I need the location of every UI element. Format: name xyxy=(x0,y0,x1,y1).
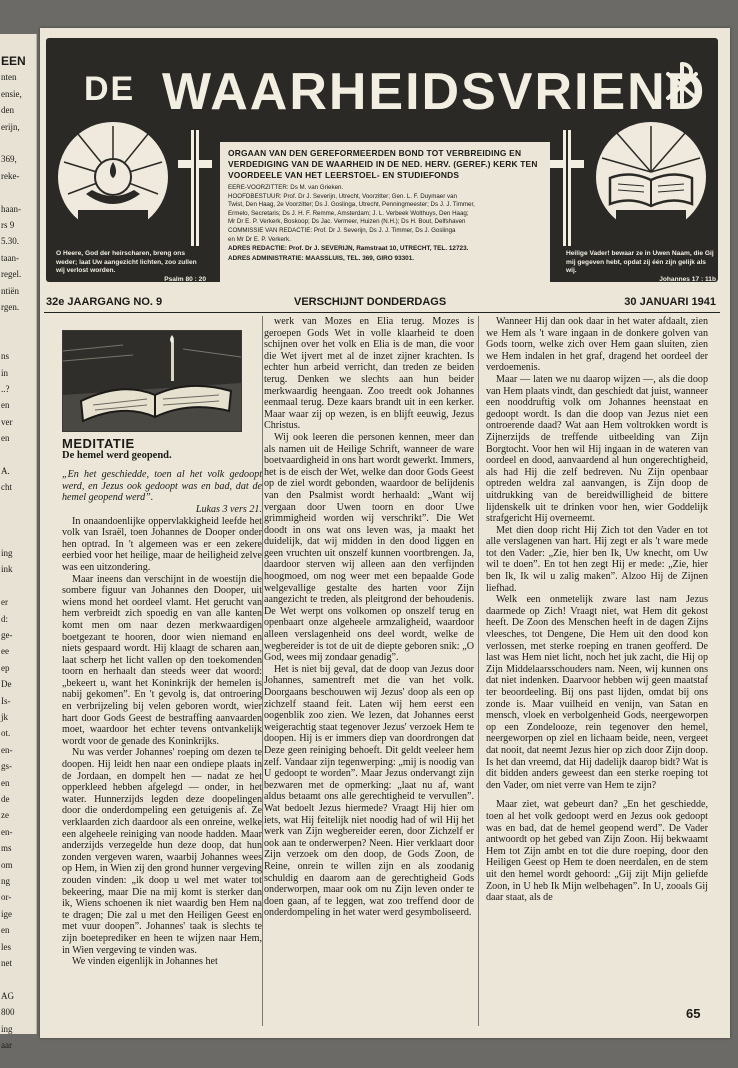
paragraph: werk van Mozes en Elia terug. Mozes is geroepen Gods Wet in volle klaarheid te doen schijnen over het volk en Elia is de man, die voor die Wet ijvert met al de inzet zijner krachten. Is echter hun arbeid verricht, dan treden ze beiden terug. Denken we slechts aan hun beider merkwaardig heengaan. Zoo treedt ook Johannes eenmaal terug. Deze kaars brandt uit in een kerker. Maar waar zij op wezen, is en blijft eeuwig, Jezus Christus. xyxy=(264,316,474,432)
fragment-text: Is- xyxy=(1,695,11,706)
fragment-text: den xyxy=(1,105,14,116)
masthead-name: WAARHEIDSVRIEND xyxy=(162,63,707,121)
page-number: 65 xyxy=(686,1006,701,1021)
paragraph: Welk een onmetelijk zware last nam Jezus daarmede op Zich! Vraagt niet, wat Hem dit gekost heeft. De Zoon des Menschen heeft in de dagen Zijns vleesches, tot Dengene, Die Hem uit den dood kon verlossen, met sterke roeping en tranen geofferd. De last was Hem niet licht, noch het juk zacht, die Hij op Zijn Middelaarsschouders nam. Neen, wij kunnen ons dat niet indenken. Daarvoor hebben wij geen maatstaf ter beoordeeling. Bij ons past lijden, omdat bij ons zonde is. Maar vuilheid en venijn, van Satan en mensch, vloek en verbolgenheid Gods, neergeworpen op een Zondelooze, rein tegenover den hemel, neergeworpen op ziel en lichaam beide, neen, vergeet dat nooit, dat neemt Jezus hier op zich door Zijn doop. Is het dan vreemd, dat Hij dadelijk daarop bidt? Wat is dit bidden anders geweest dan een sterke roeping tot den Vader, om niet verre van Hem te zijn? xyxy=(486,594,708,791)
fragment-text: en xyxy=(1,925,10,936)
article-heading: MEDITATIE xyxy=(62,436,135,451)
fragment-text: regel. xyxy=(1,269,22,280)
fragment-text: ep xyxy=(1,662,10,673)
fragment-text: jk xyxy=(1,712,9,722)
fragment-text: en xyxy=(1,777,10,788)
fragment-text: om xyxy=(1,859,13,870)
fragment-text: rs 9 xyxy=(1,220,15,230)
editorial-address: ADRES REDACTIE: Prof. Dr J. SEVERIJN, Ramstraat 10, UTRECHT, TEL. 12723. xyxy=(228,245,469,253)
article-subheading: De hemel werd geopend. xyxy=(62,449,172,461)
scripture-reference: Lukas 3 vers 21. xyxy=(195,503,262,515)
article-column-3 xyxy=(486,316,708,904)
fragment-text: aar xyxy=(1,1040,12,1050)
fragment-text: en xyxy=(1,400,10,411)
masthead-de: DE xyxy=(84,70,136,108)
article-column-1 xyxy=(62,316,262,968)
fragment-text: net xyxy=(1,958,12,968)
cross-icon xyxy=(178,130,212,246)
masthead-banner xyxy=(46,38,718,282)
article-body xyxy=(62,516,262,968)
fragment-text: De xyxy=(1,679,12,690)
article-body xyxy=(264,316,474,919)
fragment-text: taan- xyxy=(1,252,19,263)
board-line: EERE-VOORZITTER: Ds M. van Grieken. xyxy=(228,184,344,191)
verse-left-text: O Heere, God der heirscharen, breng ons weder; laat Uw aangezicht lichten, zoo zullen wij verlost worden. xyxy=(56,250,197,275)
fragment-text: ntiën xyxy=(1,285,19,296)
column-divider xyxy=(262,316,263,1026)
fragment-text: ge- xyxy=(1,630,13,640)
fragment-text: AG xyxy=(1,990,14,1001)
masthead-info-panel xyxy=(220,142,550,282)
fragment-text: 369, xyxy=(1,154,17,165)
meditation-woodcut-image xyxy=(62,330,242,432)
fragment-text: de xyxy=(1,794,10,804)
issue-frequency: VERSCHIJNT DONDERDAGS xyxy=(294,296,447,308)
verse-left-ref: Psalm 80 : 20 xyxy=(164,275,206,283)
open-bible-emblem-icon xyxy=(596,122,706,232)
administration-address: ADRES ADMINISTRATIE: MAASSLUIS, TEL. 369, GIRO 93301. xyxy=(228,254,415,262)
verse-left xyxy=(56,250,206,284)
fragment-text: ige xyxy=(1,908,12,919)
board-line: Twist, Den Haag, 2e Voorzitter; Ds J. Goslinga, Utrecht, Penningmeester; Ds J. J. Timmer, xyxy=(228,201,475,209)
paragraph: In onaandoenlijke oppervlakkigheid leefde het volk van Israël, toen Johannes de Dooper onder hen optrad. In 't algemeen was er een zekere eerbied voor het heilige, maar de heiligheid zelve was een uitzondering. xyxy=(62,515,262,573)
issue-bar xyxy=(44,294,720,313)
fragment-text: gs- xyxy=(1,761,12,772)
fragment-text: ver xyxy=(1,416,13,427)
fragment-text: en xyxy=(1,433,10,444)
scripture-quote: „En het geschiedde, toen al het volk gedoopt werd, en Jezus ook gedoopt was en bad, dat de hemel geopend werd”. xyxy=(62,469,262,504)
fragment-text: or- xyxy=(1,892,12,903)
fragment-text: ensie, xyxy=(1,88,22,99)
paragraph: We vinden eigenlijk in Johannes het xyxy=(72,956,218,968)
verse-right-ref: Johannes 17 : 11b xyxy=(659,275,716,283)
fragment-text: ing xyxy=(1,1023,13,1034)
issue-volume: 32e JAARGANG NO. 9 xyxy=(46,296,163,308)
fragment-text: ..? xyxy=(1,384,10,394)
fragment-text: ee xyxy=(1,646,9,657)
paragraph: Het is niet bij geval, dat de doop van Jezus door Johannes, samentreft met die van het volk. Doorgaans beschouwen wij Jezus' doop als een op zichzelf staand feit. Laten wij hem eerst een oogenblik zoo zien. We lezen, dat Johannes eerst weigerachtig staat tegenover Jezus' verzoek Hem te doopen. Hij is er immers diep van doordrongen dat Deze geen reiniging behoeft. Dit geldt veeleer hem zelf. Vandaar zijn tegenwerping: „mij is noodig van U gedoopt te worden”. Maar Jezus ondervangt zijn bezwaren met de opmerking: „laat nu af, want aldus betaamt ons alle gerechtigheid te vervullen”. Wat bedoelt Jezus hiermede? Vraagt Hij hier om iets, wat Hij feitelijk niet noodig had of wil Hij het werk van Zijn wegbereider eeren, door Zichzelf er ook aan te onderwerpen? Neen. Hier verklaart door Zijn verzoek om den doop, de Gods Zoon, de Reine, onrein te willen zijn en als zoodanig schuldig en daarom aan de gerechtigheid Gods onderworpen, maar ook om nu Zijn leven onder te doen gaan, af te leggen, wat zoo treffend door de onderdompeling in het water werd gesymboliseerd. xyxy=(264,663,474,919)
paragraph: Wanneer Hij dan ook daar in het water afdaalt, zien we Hem als 't ware ingaan in de donkere golven van Gods toorn, welke zich over Hem gaan sluiten, zien we Hem indalen in het graf, dragend het oordeel der verdoemenis. xyxy=(486,316,708,374)
fragment-text: en- xyxy=(1,744,13,755)
fragment-text: ing xyxy=(1,548,13,558)
fragment-text: ms xyxy=(1,843,12,854)
board-line: COMMISSIE VAN REDACTIE: Prof. Dr J. Severijn, Ds J. J. Timmer, Ds J. Goslinga xyxy=(228,226,456,234)
fragment-text: en- xyxy=(1,826,13,837)
cross-icon xyxy=(550,130,584,246)
fragment-text: er xyxy=(1,597,8,608)
lamp-emblem-icon xyxy=(58,122,168,232)
board-listing xyxy=(228,184,544,244)
newspaper-page xyxy=(40,28,730,1038)
fragment-text: erijn, xyxy=(1,121,20,132)
article-body xyxy=(486,316,708,904)
adjacent-page-fragment xyxy=(0,34,37,1050)
fragment-text: in xyxy=(1,367,9,378)
article-column-2 xyxy=(264,316,474,919)
fragment-text: 800 xyxy=(1,1007,15,1018)
paragraph: Wij ook leeren die personen kennen, meer dan als namen uit de Heilige Schrift, wanneer de ware boetvaardigheid in ons hart wordt gewerkt. Immers, het is de eisch der Wet, welke dan door Gods Geest op de ziel wordt gebonden, waardoor de belijdenis van den Psalmist wordt herhaald: „Want wij vergaan door Uwen toorn en door Uwe grimmigheid worden wij verschrikt”. Die Wet doodt in ons wat ons leven was, ja maakt het duidelijk, dat wij midden in den dood liggen en geen vruchten uit onszelf kunnen voortbrengen. Ja, daardoor sterven wij alleen aan den verfijnden hoogmoed, om nog weer met een bepaalde Gode welgevallige gestalte des harten voor Zijn aangezicht te treden, als pleitgrond der behoudenis. De Wet werpt ons volkomen op onszelf terug en openbaart onze algeheele armzaligheid, waardoor alleen verslagenheid ons deel wordt, welke de wegbereider is tot de uit de diepte geboren snik: „O God, wees mij zondaar genadig”. xyxy=(264,431,474,664)
fragment-text: cht xyxy=(1,482,12,493)
board-line: Ermelo, Secretaris; Ds J. H. F. Remme, Amsterdam; J. L. Verbeek Wolthuys, Den Haag; xyxy=(228,209,469,217)
fragment-text: ze xyxy=(1,810,9,821)
paragraph: Met dien doop richt Hij Zich tot den Vader en tot alle verslagenen van hart. Hij zegt er als 't ware mede tot den Vader: „Zie, hier ben Ik, Uw knecht, om Uw wil te doen”. En tot hen zegt Hij er mede: „Zie, hier ben Ik, Ik wil u zalig maken”. Alzoo Hij de Zijnen liefhad. xyxy=(486,524,708,594)
board-line: HOOFDBESTUUR: Prof. Dr J. Severijn, Utrecht, Voorzitter; Gen. L. F. Duymaer van xyxy=(228,192,457,200)
column-divider xyxy=(478,316,479,1026)
chi-rho-icon xyxy=(660,60,704,104)
verse-right xyxy=(566,250,716,284)
board-line: en Mr Dr E. P. Verkerk. xyxy=(228,235,291,243)
paragraph: Maar ziet, wat gebeurt dan? „En het geschiedde, toen al het volk gedoopt werd en Jezus ook gedoopt was en bad, dat de hemel geopend werd”. De Vader antwoordt op het gebed van Zijn Zoon. Hij bekwaamt Hem tot Zijn ambt en tot die dure roeping, door den Heiligen Geest op Hem te doen neerdalen, en de stem uit den hemel wordt gehoord: „Gij zijt Mijn geliefde Zoon, in U heb Ik Mijn welbehagen”. In U, zooals Gij daar staat, als de xyxy=(486,799,708,904)
fragment-text: ng xyxy=(1,876,10,886)
board-line: Mr Dr E. P. Verkerk, Boskoop; Ds Jac. Vermeer, Huizen (N.H.); Ds H. Bout, Delfshaven xyxy=(228,218,466,226)
fragment-text: A. xyxy=(1,466,10,476)
fragment-text: reke- xyxy=(1,170,20,181)
fragment-text: nten xyxy=(1,72,17,83)
fragment-text: ns xyxy=(1,351,10,362)
fragment-text: d: xyxy=(1,613,9,624)
fragment-text: EEN xyxy=(1,54,26,68)
paragraph: Maar ineens dan verschijnt in de woestijn die sombere figuur van Johannes den Dooper, uit wiens mond het oordeel vlamt. Het gerucht van hem verbreidt zich spoedig en van alle kanten komt men om naar dezen merkwaardigen boetgezant te hooren, door wien niemand en niets gespaard wordt. Hij klaagt de scharen aan, laat scherp het licht vallen op den toekomenden toorn en herhaalt dan steeds weer dat woord: „bekeert u, want het Koninkrijk der hemelen is nabij gekomen”. En 't gevolg is, dat ontroering en verbrijzeling bij velen geboren wordt, wier hart door Gods Geest de bestraffing aanvaarden moet, waardoor het echter tevens ontvankelijk wordt voor de genade des Koninkrijks. xyxy=(62,573,262,747)
fragment-text: ot. xyxy=(1,728,11,739)
issue-date: 30 JANUARI 1941 xyxy=(624,296,716,308)
verse-right-text: Heilige Vader! bewaar ze in Uwen Naam, die Gij mij gegeven hebt, opdat zij één zijn gelijk als wij. xyxy=(566,250,714,275)
fragment-text: 5.30. xyxy=(1,236,19,247)
organ-statement: ORGAAN VAN DEN GEREFORMEERDEN BOND TOT VERBREIDING EN VERDEDIGING VAN DE WAARHEID IN DE NED. HERV. (GEREF.) KERK TEN VOORDEELE VAN HET LEERSTOEL- EN STUDIEFONDS xyxy=(228,148,538,180)
paragraph: Maar — laten we nu daarop wijzen —, als die doop van Hem plaats vindt, dan geschiedt dat juist, wanneer een nooddruftig volk om Johannes heenstaat en gedoopt wordt. Is dan die doop van Jezus niet een ontroerende daad? Wat aan Hem voltrokken wordt is Zijnerzijds de treffende uitbeelding van Zijn Borgtocht. Voor hen wil Hij ingaan in de wateren van oordeel en dood, aanvaardend al hun ongerechtigheid, als had Hij die zelf bedreven. Nu Zijn openbaar optreden weldra zal aanvangen, is Zijn doop de uitdrukking van de bereidwilligheid de bittere lijdenskelk uit te drinken voor hen, wier Goddelijk strafgericht Hij overneemt. xyxy=(486,373,708,525)
paragraph: Nu was verder Johannes' roeping om dezen te doopen. Hij leidt hen naar een ondiepe plaats in de Jordaan, en dompelt hen — nadat ze het opperkleed hebben afgelegd — onder, in het water. Hunnerzijds legden deze doopelingen door die onderdompeling een getuigenis af. Ze verklaarden zich daardoor als een onreine, welke een algeheele reiniging van noode hadden. Maar anderzijds verzegelde hun deze doop, dat hun zonden vergeven waren, waarbij Johannes wees op Hem, in Wien zij den grond hunner vergeving zouden vinden: „ik doop u wel met water tot bekeering, maar Die na mij komt is sterker dan ik, Wiens schoenen ik niet waardig ben Hem na te dragen; Die zal u met den Heiligen Geest en met vuur doopen”. Johannes' taak is slechts te zijn boeteprediker en heen te wijzen naar Hem, in Wien vergeving te vinden was. xyxy=(62,747,262,956)
fragment-text: rgen. xyxy=(1,302,20,312)
fragment-text: haan- xyxy=(1,203,21,214)
fragment-text: ink xyxy=(1,564,13,575)
fragment-text: les xyxy=(1,941,11,952)
